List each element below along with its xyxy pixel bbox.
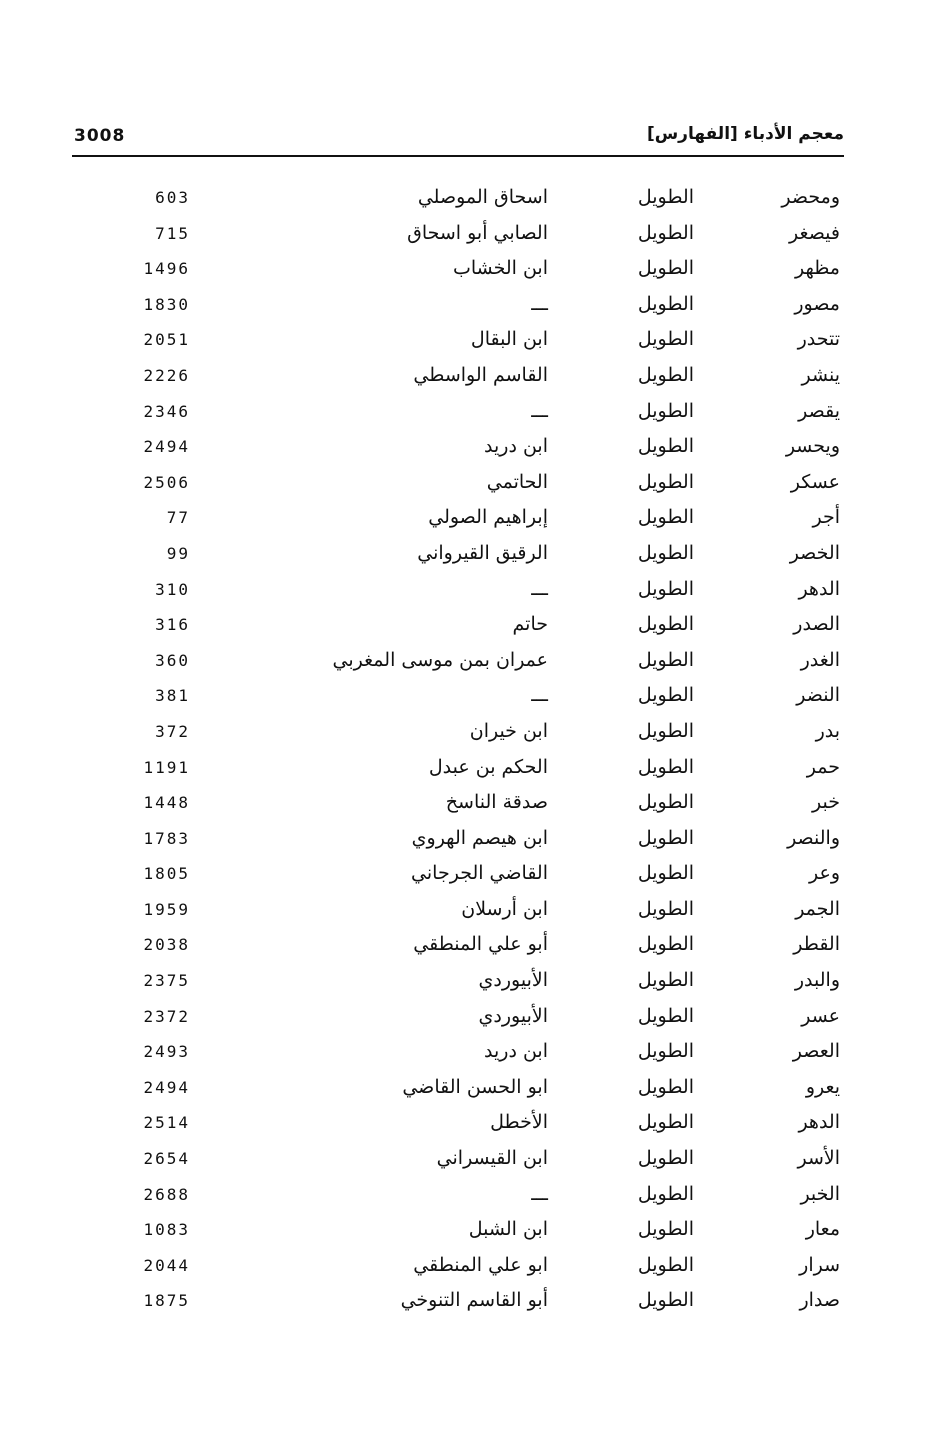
table-row [0, 253, 932, 289]
page-ref-cell: 316 [155, 615, 190, 635]
table-row [0, 1036, 932, 1072]
table-row [0, 752, 932, 788]
meter-cell: الطويل [637, 1218, 694, 1241]
page-ref-cell: 2494 [143, 437, 190, 457]
poet-cell: ـــ [531, 1182, 548, 1205]
meter-cell: الطويل [637, 1253, 694, 1276]
page-ref-cell: 2514 [143, 1113, 190, 1133]
table-row [0, 574, 932, 610]
page-ref-cell: 2654 [143, 1149, 190, 1169]
meter-cell: الطويل [637, 186, 694, 208]
poet-cell: الأبيوردي [478, 969, 548, 992]
table-row [0, 858, 932, 894]
table-row [0, 645, 932, 681]
meter-cell: الطويل [637, 862, 694, 885]
rhyme-cell: يعرو [805, 1075, 840, 1098]
poet-cell: الأبيوردي [478, 1004, 548, 1027]
rhyme-cell: القطر [793, 933, 840, 956]
poet-cell: الحكم بن عبدل [428, 755, 548, 778]
table-row [0, 289, 932, 325]
table-row [0, 1143, 932, 1179]
poet-cell: ـــ [531, 577, 548, 600]
meter-cell: الطويل [637, 719, 694, 742]
page-header [72, 124, 844, 156]
rhyme-cell: ينشر [801, 363, 840, 386]
table-row [0, 680, 932, 716]
rhyme-cell: حمر [806, 755, 840, 778]
table-row [0, 1001, 932, 1037]
rhyme-cell: الصدر [793, 613, 840, 636]
page-ref-cell: 2375 [143, 971, 190, 991]
poet-cell: الرقيق القيرواني [417, 541, 548, 564]
poet-cell: ابن القيسراني [436, 1147, 548, 1170]
rhyme-cell: سرار [799, 1253, 840, 1276]
rhyme-cell: الخصر [789, 541, 840, 564]
table-row [0, 360, 932, 396]
poet-cell: ـــ [531, 684, 548, 707]
table-row [0, 1214, 932, 1250]
meter-cell: الطويل [637, 755, 694, 778]
rhyme-cell: الجمر [795, 897, 840, 920]
poet-cell: ابن هيصم الهروي [411, 826, 548, 849]
page-ref-cell: 1959 [143, 899, 190, 919]
rhyme-cell: بدر [815, 719, 840, 742]
poet-cell: اسحاق الموصلي [417, 186, 548, 208]
meter-cell: الطويل [637, 1147, 694, 1170]
page-ref-cell: 1448 [143, 793, 190, 813]
meter-cell: الطويل [637, 328, 694, 351]
table-row [0, 716, 932, 752]
rhyme-cell: الدهر [798, 1111, 840, 1134]
table-row [0, 787, 932, 823]
poet-cell: ـــ [531, 292, 548, 315]
rhyme-cell: وعر [809, 862, 840, 885]
meter-cell: الطويل [637, 613, 694, 636]
rhyme-cell: يقصر [798, 399, 840, 422]
page-ref-cell: 2044 [143, 1255, 190, 1275]
page-number: 3008 [74, 126, 126, 146]
rhyme-cell: الخبر [800, 1182, 840, 1205]
page-ref-cell: 1496 [143, 259, 190, 279]
page-ref-cell: 2038 [143, 935, 190, 955]
page-ref-cell: 2494 [143, 1077, 190, 1097]
poet-cell: أبو علي المنطقي [413, 933, 548, 956]
poet-cell: القاضي الجرجاني [411, 862, 548, 885]
page-ref-cell: 2051 [143, 330, 190, 350]
meter-cell: الطويل [637, 648, 694, 671]
rhyme-cell: والبدر [794, 969, 840, 992]
poet-cell: ابن الشبل [468, 1218, 548, 1241]
poet-cell: ابن خيران [469, 719, 548, 742]
meter-cell: الطويل [637, 363, 694, 386]
rhyme-cell: العصر [792, 1040, 840, 1063]
page-ref-cell: 2226 [143, 365, 190, 385]
table-row [0, 823, 932, 859]
table-row [0, 502, 932, 538]
page-ref-cell: 381 [155, 686, 190, 706]
page-ref-cell: 310 [155, 579, 190, 599]
meter-cell: الطويل [637, 897, 694, 920]
rhyme-cell: أجر [812, 506, 840, 529]
meter-cell: الطويل [637, 577, 694, 600]
meter-cell: الطويل [637, 933, 694, 956]
poet-cell: ابن دريد [484, 1040, 548, 1063]
rhyme-cell: عسكر [790, 470, 840, 493]
table-row [0, 1107, 932, 1143]
poet-cell: القاسم الواسطي [413, 363, 548, 386]
rhyme-cell: النضر [796, 684, 840, 707]
meter-cell: الطويل [637, 1075, 694, 1098]
table-row [0, 1250, 932, 1286]
rhyme-cell: الدهر [798, 577, 840, 600]
meter-cell: الطويل [637, 684, 694, 707]
rhyme-cell: معار [805, 1218, 840, 1241]
page-ref-cell: 372 [155, 721, 190, 741]
table-row [0, 1179, 932, 1215]
poet-cell: ابن البقال [470, 328, 548, 351]
page-ref-cell: 603 [155, 188, 190, 207]
table-row [0, 182, 932, 218]
page-ref-cell: 99 [166, 543, 190, 563]
poet-cell: ابن الخشاب [452, 257, 548, 280]
meter-cell: الطويل [637, 399, 694, 422]
page-ref-cell: 77 [166, 508, 190, 528]
page-ref-cell: 2506 [143, 472, 190, 492]
rhyme-cell: خبر [812, 791, 840, 814]
meter-cell: الطويل [637, 435, 694, 458]
rhyme-cell: فيصغر [789, 221, 840, 244]
table-row [0, 1285, 932, 1321]
rhyme-cell: مصور [794, 292, 840, 315]
meter-cell: الطويل [637, 969, 694, 992]
poet-cell: ابو علي المنطقي [413, 1253, 548, 1276]
table-row [0, 965, 932, 1001]
meter-cell: الطويل [637, 292, 694, 315]
table-row [0, 218, 932, 254]
table-row [0, 396, 932, 432]
poet-cell: ابن دريد [484, 435, 548, 458]
meter-cell: الطويل [637, 470, 694, 493]
running-title: معجم الأدباء [الفهارس] [646, 124, 844, 144]
page-ref-cell: 1191 [143, 757, 190, 777]
rhyme-cell: تتحدر [797, 328, 840, 351]
meter-cell: الطويل [637, 541, 694, 564]
rhyme-cell: صدار [799, 1289, 840, 1312]
table-row [0, 894, 932, 930]
rhyme-cell: مظهر [794, 257, 840, 280]
page-ref-cell: 2493 [143, 1042, 190, 1062]
poet-cell: ابن أرسلان [461, 897, 548, 920]
meter-cell: الطويل [637, 826, 694, 849]
poet-cell: الأخطل [490, 1111, 548, 1134]
meter-cell: الطويل [637, 1289, 694, 1312]
poet-cell: الصابي أبو اسحاق [407, 221, 548, 244]
table-row [0, 609, 932, 645]
page-ref-cell: 1083 [143, 1220, 190, 1240]
meter-cell: الطويل [637, 791, 694, 814]
meter-cell: الطويل [637, 1040, 694, 1063]
page-ref-cell: 715 [155, 223, 190, 243]
table-row [0, 538, 932, 574]
page-ref-cell: 360 [155, 650, 190, 670]
table-row [0, 467, 932, 503]
meter-cell: الطويل [637, 1111, 694, 1134]
poet-cell: ابو الحسن القاضي [402, 1075, 548, 1098]
page-ref-cell: 2372 [143, 1006, 190, 1026]
table-row [0, 431, 932, 467]
rhyme-cell: عسر [801, 1004, 840, 1027]
rhyme-cell: الأسر [797, 1147, 840, 1170]
poet-cell: عمران بمن موسى المغربي [332, 648, 548, 671]
poet-cell: ـــ [531, 399, 548, 422]
page-ref-cell: 1830 [143, 294, 190, 314]
rhyme-cell: الغدر [800, 648, 840, 671]
table-row [0, 324, 932, 360]
meter-cell: الطويل [637, 1182, 694, 1205]
rhyme-cell: والنصر [787, 826, 840, 849]
meter-cell: الطويل [637, 221, 694, 244]
index-table [0, 182, 932, 1321]
page-ref-cell: 1783 [143, 828, 190, 848]
rhyme-cell: ومحضر [781, 186, 840, 208]
poet-cell: أبو القاسم التنوخي [400, 1289, 548, 1312]
poet-cell: صدقة الناسخ [445, 791, 548, 814]
table-row [0, 929, 932, 965]
rhyme-cell: ويحسر [785, 435, 840, 458]
poet-cell: إبراهيم الصولي [428, 506, 548, 529]
table-row [0, 1072, 932, 1108]
page-ref-cell: 1805 [143, 864, 190, 884]
page-ref-cell: 1875 [143, 1291, 190, 1311]
meter-cell: الطويل [637, 1004, 694, 1027]
page-ref-cell: 2346 [143, 401, 190, 421]
page-ref-cell: 2688 [143, 1184, 190, 1204]
poet-cell: حاتم [512, 613, 548, 636]
header-rule [72, 155, 844, 157]
meter-cell: الطويل [637, 506, 694, 529]
meter-cell: الطويل [637, 257, 694, 280]
poet-cell: الحاتمي [486, 470, 548, 493]
